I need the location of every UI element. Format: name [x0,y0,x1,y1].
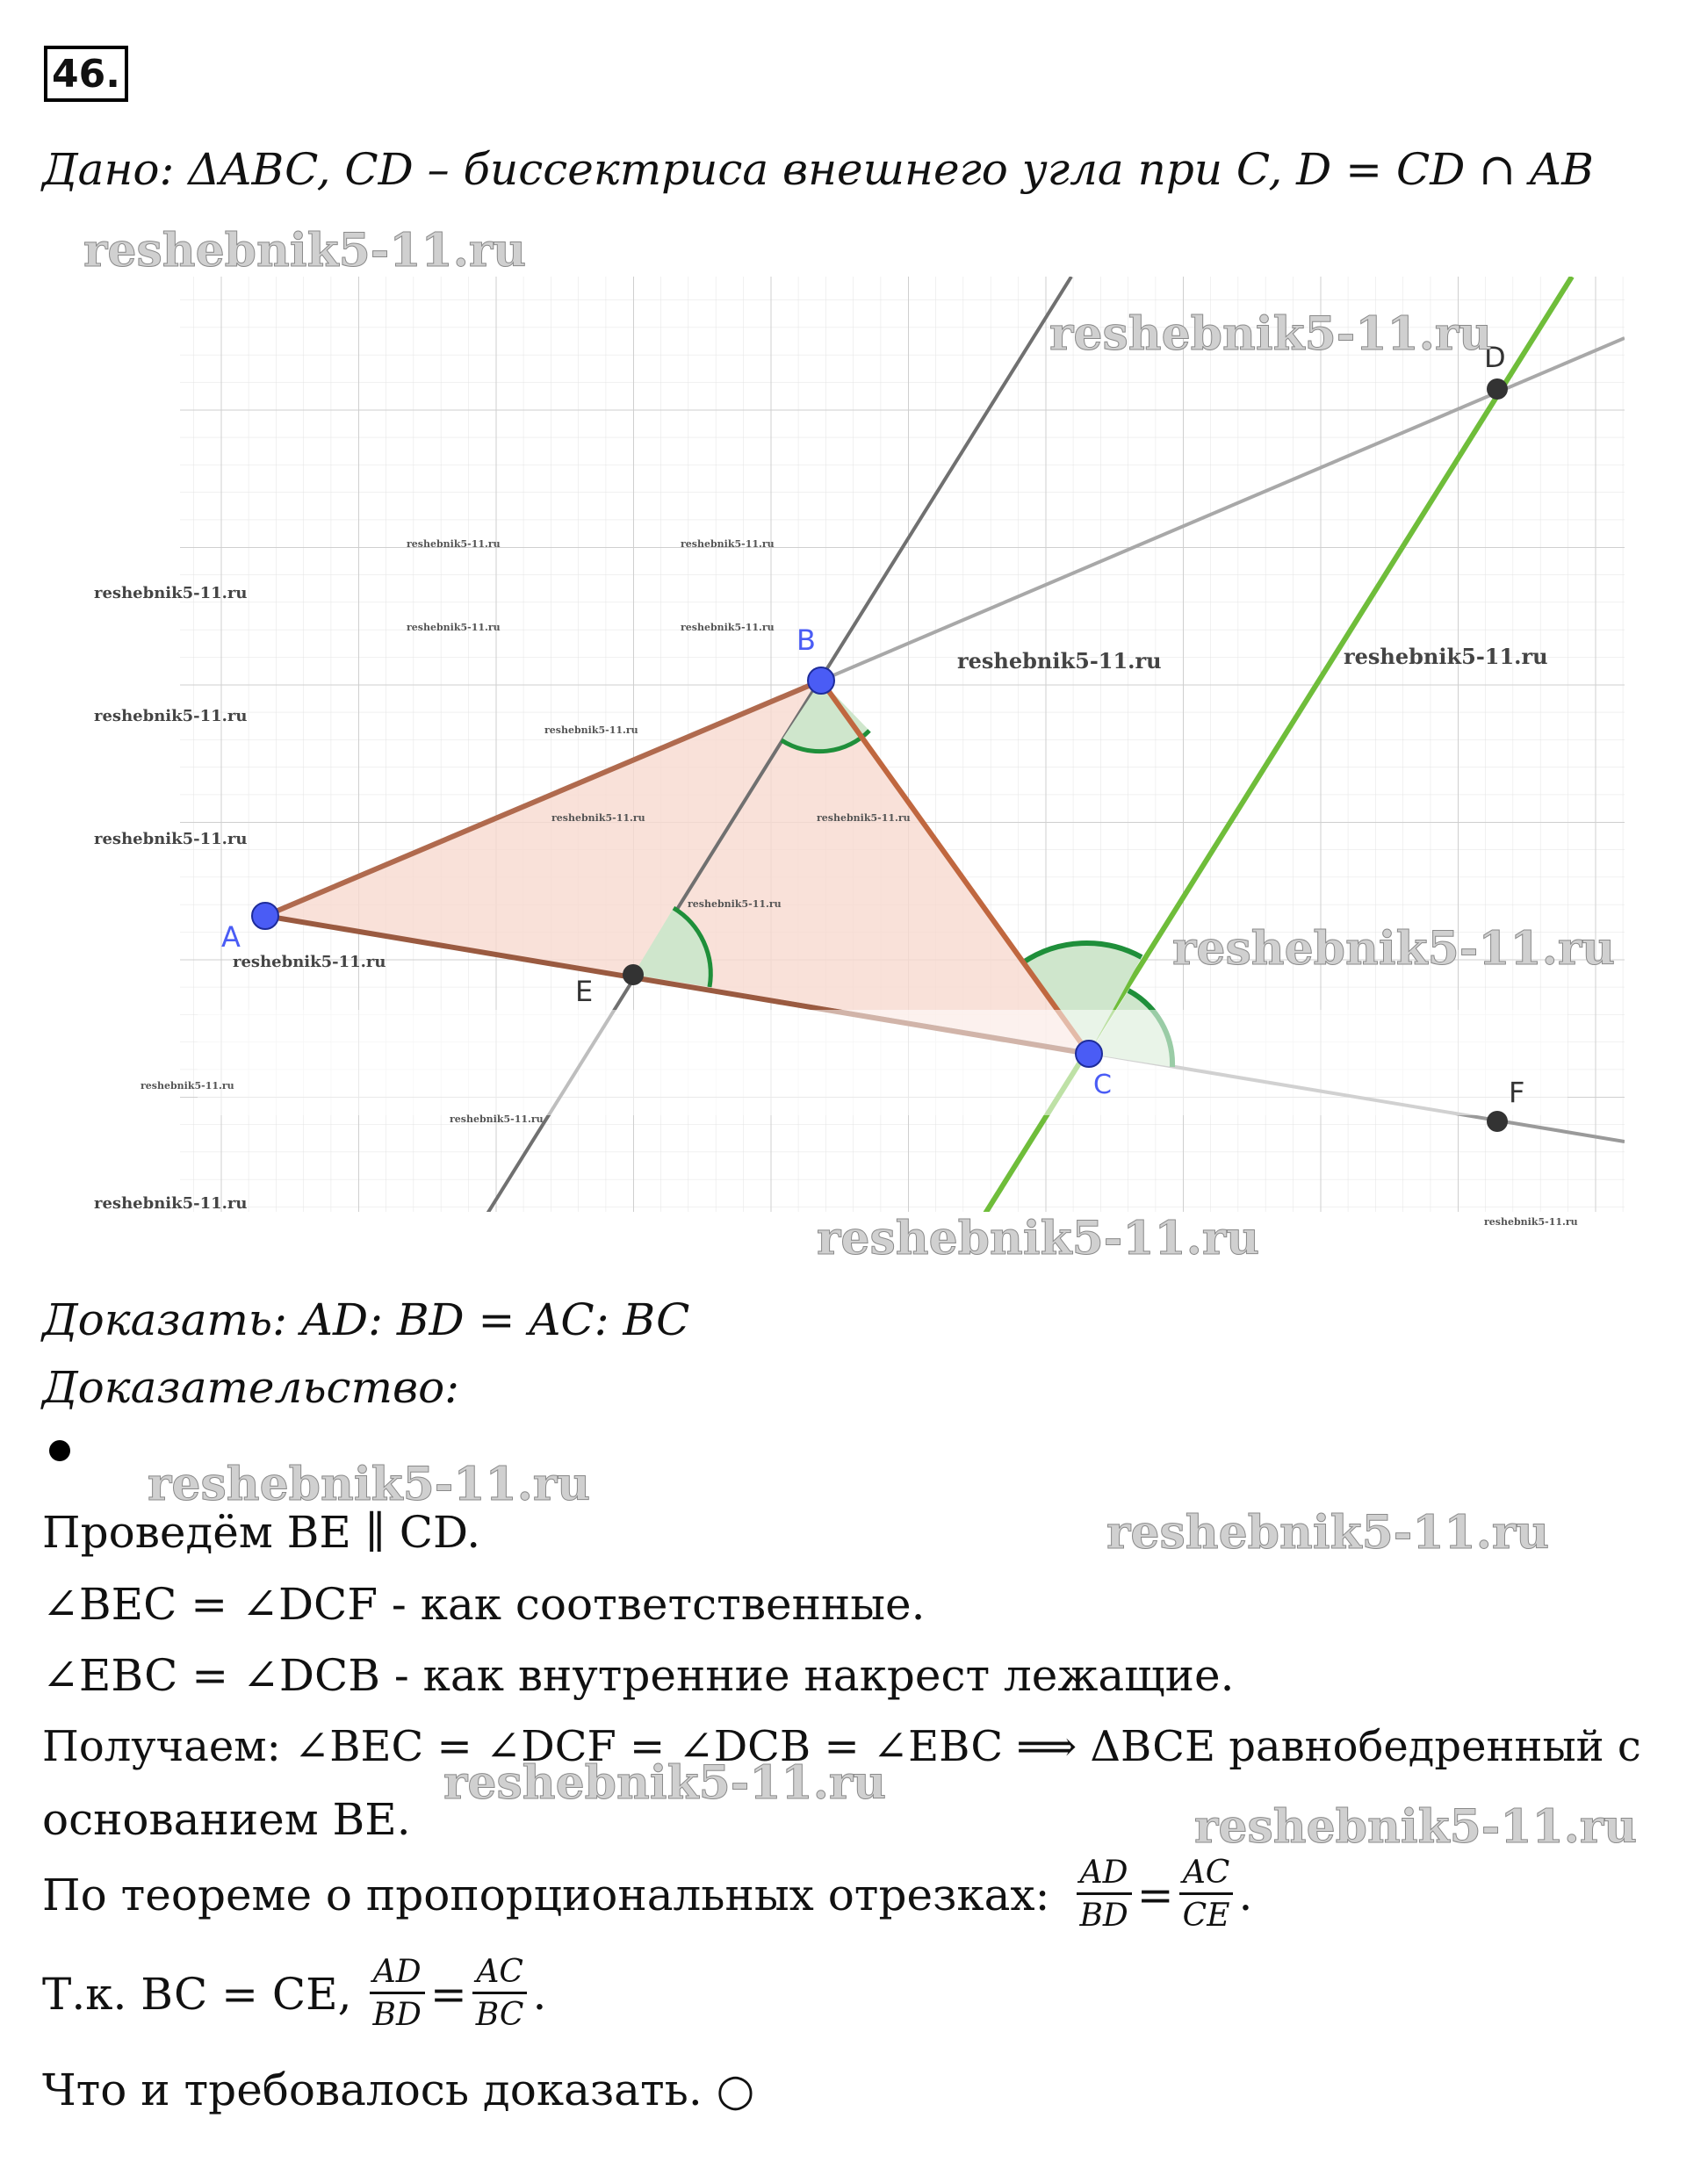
watermark: reshebnik5-11.ru [443,1756,887,1810]
proof-line-7 [42,1956,546,2031]
watermark: reshebnik5-11.ru [407,538,501,550]
watermark: reshebnik5-11.ru [94,584,248,602]
watermark: reshebnik5-11.ru [1194,1800,1638,1854]
equals-sign: = [429,1968,467,2020]
fraction-num: AC [472,1956,527,1994]
proof-label: Доказательство: [42,1362,460,1413]
fraction-ac-ce [1179,1857,1234,1932]
label-e: E [575,975,594,1008]
watermark: reshebnik5-11.ru [544,724,638,736]
label-d: D [1484,341,1506,374]
watermark: reshebnik5-11.ru [1049,307,1493,361]
label-f: F [1509,1076,1525,1109]
watermark: reshebnik5-11.ru [957,648,1162,674]
period: . [532,1968,547,2020]
watermark: reshebnik5-11.ru [1172,922,1616,976]
watermark: reshebnik5-11.ru [681,622,775,633]
point-b [808,667,834,694]
point-f [1487,1111,1508,1132]
proof-line-5: основанием BE. [42,1794,411,1845]
watermark: reshebnik5-11.ru [817,1212,1260,1265]
watermark: reshebnik5-11.ru [94,1194,248,1213]
label-b: B [796,623,816,657]
fraction-den: BD [372,1997,422,2033]
watermark: reshebnik5-11.ru [688,898,782,910]
watermark: reshebnik5-11.ru [407,622,501,633]
prove-label: Доказать [42,1294,273,1345]
proof-line-2: ∠BEC = ∠DCF - как соответственные. [42,1579,926,1630]
watermark: reshebnik5-11.ru [1344,644,1548,669]
prove-line [42,1294,690,1345]
label-c: C [1093,1070,1112,1100]
watermark: reshebnik5-11.ru [83,224,527,277]
fraction-num: AD [1077,1857,1132,1895]
period: . [1238,1869,1253,1920]
fraction-ad-bd [370,1956,425,2031]
watermark: reshebnik5-11.ru [817,812,911,824]
given-text: : ΔABC, CD – биссектриса внешнего угла при C, D = CD ∩ AB [159,144,1594,195]
point-e [623,964,644,985]
watermark: reshebnik5-11.ru [450,1113,544,1125]
watermark: reshebnik5-11.ru [681,538,775,550]
fraction-ac-bc [472,1956,528,2031]
label-a: A [221,920,241,954]
proof-line-6 [42,1857,1252,1932]
point-c [1076,1041,1102,1067]
watermark: reshebnik5-11.ru [94,707,248,725]
watermark: reshebnik5-11.ru [94,830,248,848]
fraction-den: CE [1182,1898,1230,1934]
proof-line-1: Проведём BE ∥ CD. [42,1507,481,1558]
point-d [1487,378,1508,400]
fraction-num: AC [1179,1857,1234,1895]
equals-sign: = [1136,1869,1174,1920]
proof-line-4: Получаем: ∠BEC = ∠DCF = ∠DCB = ∠EBC ⟹ ΔBCE равнобедренный с [42,1722,1641,1771]
bullet [49,1440,70,1461]
proof-line-8: Что и требовалось доказать. ○ [42,2065,755,2115]
problem-number: 46. [44,46,128,102]
point-a [252,903,278,929]
watermark: reshebnik5-11.ru [551,812,645,824]
proof-line-3: ∠EBC = ∠DCB - как внутренние накрест лежащие. [42,1650,1235,1701]
proof-line-6-text: По теореме о пропорциональных отрезках: [42,1869,1050,1920]
watermark-band [198,1010,1567,1115]
fraction-ad-bd [1076,1857,1131,1932]
proof-line-7-text: Т.к. BC = CE, [42,1968,352,2020]
given-label: Дано [42,144,160,195]
geometry-figure [83,272,1633,1221]
watermark: reshebnik5-11.ru [233,953,386,971]
watermark: reshebnik5-11.ru [1484,1216,1578,1228]
watermark: reshebnik5-11.ru [141,1080,234,1092]
watermark: reshebnik5-11.ru [148,1458,591,1511]
fraction-num: AD [370,1956,425,1994]
given-line [42,144,1594,195]
fraction-den: BD [1079,1898,1128,1934]
prove-text: : AD: BD = AC: BC [272,1294,690,1345]
watermark: reshebnik5-11.ru [1106,1506,1550,1560]
fraction-den: BC [475,1997,524,2033]
